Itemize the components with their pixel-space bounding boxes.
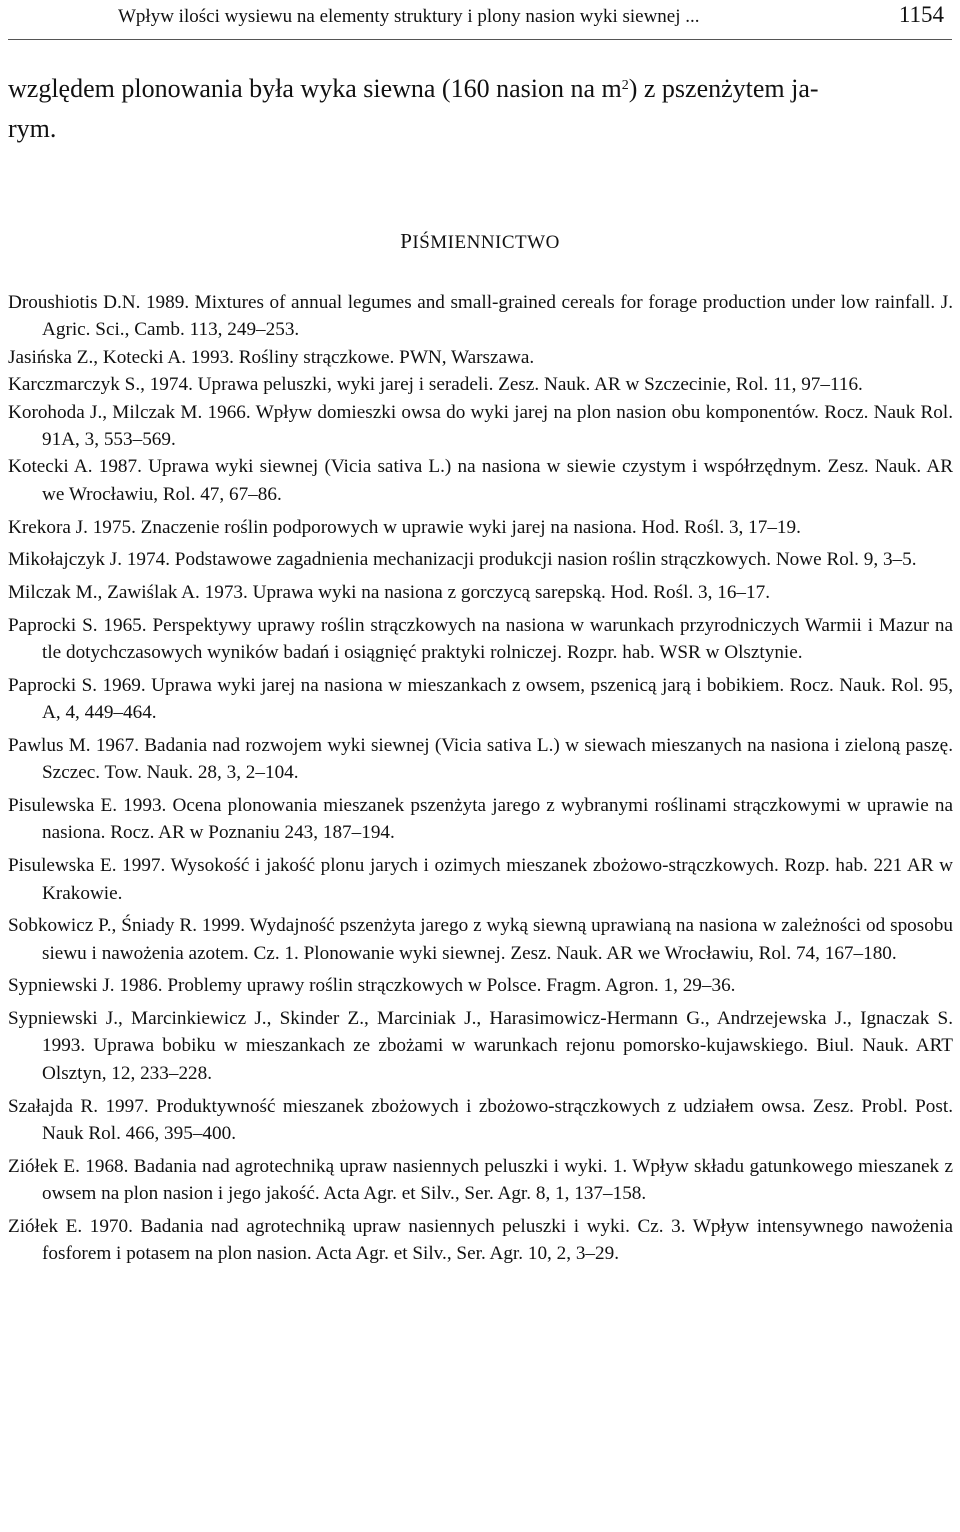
body-text-line-2: rym. bbox=[8, 114, 57, 143]
reference-item: Ziółek E. 1968. Badania nad agrotechniką upraw nasiennych peluszki i wyki. 1. Wpływ składu gatunkowego mieszanek z owsem na plon nasion i jego jakość. Acta Agr. et Silv., Ser. Agr. 8, 1, 137–158. bbox=[8, 1155, 953, 1205]
reference-item: Sypniewski J. 1986. Problemy uprawy roślin strączkowych w Polsce. Fragm. Agron. 1, 29–36. bbox=[8, 975, 736, 997]
body-text-span: względem plonowania była wyka siewna (160 nasion na m bbox=[8, 74, 622, 103]
reference-item: Krekora J. 1975. Znaczenie roślin podporowych w uprawie wyki jarej na nasiona. Hod. Rośl. 3, 17–19. bbox=[8, 516, 801, 538]
reference-item: Droushiotis D.N. 1989. Mixtures of annual legumes and small-grained cereals for forage production under low rainfall. J. Agric. Sci., Camb. 113, 249–253. bbox=[8, 292, 953, 341]
running-header bbox=[8, 0, 952, 40]
running-title: Wpływ ilości wysiewu na elementy struktury i plony nasion wyki siewnej ... bbox=[118, 6, 700, 27]
reference-item: Jasińska Z., Kotecki A. 1993. Rośliny strączkowe. PWN, Warszawa. bbox=[8, 346, 535, 368]
reference-item: Paprocki S. 1969. Uprawa wyki jarej na nasiona w mieszankach z owsem, pszenicą jarą i bobikiem. Rocz. Nauk. Rol. 95, A, 4, 449–464. bbox=[8, 674, 953, 724]
body-text-span: ) z pszenżytem ja- bbox=[628, 74, 819, 103]
reference-item: Pawlus M. 1967. Badania nad rozwojem wyki siewnej (Vicia sativa L.) w siewach mieszanych na nasiona i zieloną paszę. Szczec. Tow. Nauk. 28, 3, 2–104. bbox=[8, 734, 953, 784]
section-heading-initial: P bbox=[400, 229, 413, 253]
reference-item: Paprocki S. 1965. Perspektywy uprawy roślin strączkowych na nasiona w warunkach przyrodniczych Warmii i Mazur na tle dotychczasowych wyników badań i osiągnięć praktyki rolniczej. Rozpr. hab. WSR w Olsztynie. bbox=[8, 614, 953, 664]
section-heading bbox=[0, 229, 960, 254]
reference-item: Pisulewska E. 1997. Wysokość i jakość plonu jarych i ozimych mieszanek zbożowo-strączkowych. Rozp. hab. 221 AR w Krakowie. bbox=[8, 855, 953, 904]
reference-item: Ziółek E. 1970. Badania nad agrotechniką upraw nasiennych peluszki i wyki. Cz. 3. Wpływ intensywnego nawożenia fosforem i potasem na plon nasion. Acta Agr. et Silv., Ser. Agr. 10, 2, 3–29. bbox=[8, 1215, 953, 1265]
reference-item: Sypniewski J., Marcinkiewicz J., Skinder Z., Marciniak J., Harasimowicz-Hermann G., Andrzejewska J., Ignaczak S. 1993. Uprawa bobiku w mieszankach ze zbożami w warunkach rejonu pomorsko-kujawskiego. Biul. Nauk. ART Olsztyn, 12, 233–228. bbox=[8, 1008, 953, 1084]
reference-item: Karczmarczyk S., 1974. Uprawa peluszki, wyki jarej i seradeli. Zesz. Nauk. AR w Szczecinie, Rol. 11, 97–116. bbox=[8, 374, 863, 396]
reference-item: Sobkowicz P., Śniady R. 1999. Wydajność pszenżyta jarego z wyką siewną uprawianą na nasiona w zależności od sposobu siewu i nawożenia azotem. Cz. 1. Plonowanie wyki siewnej. Zesz. Nauk. AR we Wrocławiu, Rol. 74, 167–180. bbox=[8, 915, 953, 964]
reference-item: Szałajda R. 1997. Produktywność mieszanek zbożowych i zbożowo-strączkowych z udziałem owsa. Zesz. Probl. Post. Nauk Rol. 466, 395–400. bbox=[8, 1095, 953, 1144]
section-heading-rest: IŚMIENNICTWO bbox=[412, 232, 560, 253]
body-text-line-1 bbox=[8, 76, 948, 102]
reference-list bbox=[8, 289, 953, 1273]
page-number: 1154 bbox=[898, 2, 944, 27]
reference-item: Mikołajczyk J. 1974. Podstawowe zagadnienia mechanizacji produkcji nasion roślin strączkowych. Nowe Rol. 9, 3–5. bbox=[8, 549, 917, 571]
reference-item: Kotecki A. 1987. Uprawa wyki siewnej (Vicia sativa L.) na nasiona w siewie czystym i współrzędnym. Zesz. Nauk. AR we Wrocławiu, Rol. 47, 67–86. bbox=[8, 456, 953, 505]
reference-item: Milczak M., Zawiślak A. 1973. Uprawa wyki na nasiona z gorczycą sarepską. Hod. Rośl. 3, 16–17. bbox=[8, 581, 770, 603]
reference-item: Pisulewska E. 1993. Ocena plonowania mieszanek pszenżyta jarego z wybranymi roślinami strączkowymi w uprawie na nasiona. Rocz. AR w Poznaniu 243, 187–194. bbox=[8, 794, 953, 844]
reference-item: Korohoda J., Milczak M. 1966. Wpływ domieszki owsa do wyki jarej na plon nasion obu komponentów. Rocz. Nauk Rol. 91A, 3, 553–569. bbox=[8, 401, 953, 451]
superscript: 2 bbox=[621, 78, 629, 93]
